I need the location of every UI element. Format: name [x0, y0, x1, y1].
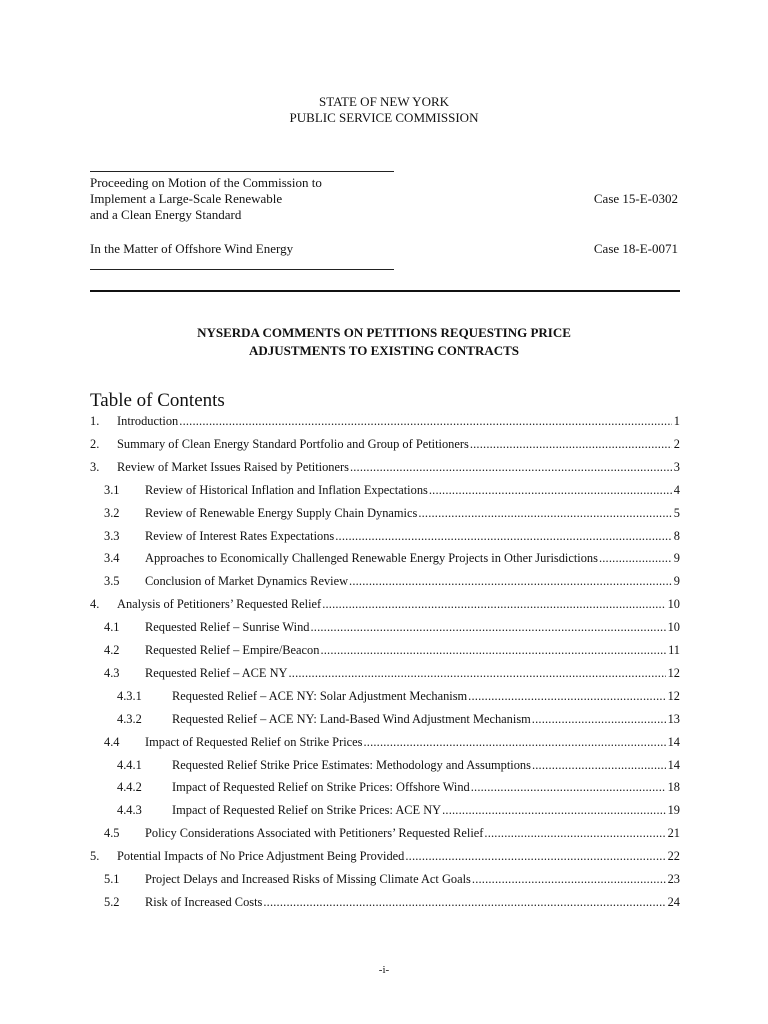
- header-commission: PUBLIC SERVICE COMMISSION: [289, 110, 479, 125]
- toc-entry-page: 10: [667, 620, 680, 635]
- toc-dot-leader: [405, 849, 665, 864]
- toc-dot-leader: [468, 689, 665, 704]
- page-number: -i-: [378, 964, 390, 976]
- toc-entry-page: 9: [673, 574, 680, 589]
- toc-entry-title: Potential Impacts of No Price Adjustment Being Provided: [117, 849, 405, 864]
- toc-entry[interactable]: [90, 529, 680, 547]
- toc-entry-number: 4.3.2: [117, 711, 142, 726]
- toc-entry-page: 18: [667, 780, 680, 795]
- header-state: STATE OF NEW YORK: [318, 94, 450, 109]
- caption-line-4: In the Matter of Offshore Wind Energy: [90, 241, 294, 256]
- toc-entry-page: 13: [667, 711, 680, 726]
- toc-dot-leader: [442, 803, 666, 818]
- toc-entry-title: Review of Interest Rates Expectations: [145, 528, 335, 543]
- toc-entry-number: 4.2: [104, 643, 120, 657]
- toc-entry-title: Requested Relief Strike Price Estimates: Methodology and Assumptions: [172, 757, 531, 772]
- toc-entry-page: 19: [667, 803, 680, 818]
- toc-entry-title: Requested Relief – Empire/Beacon: [145, 643, 320, 657]
- toc-entry[interactable]: [90, 414, 680, 432]
- toc-entry-number: 5.1: [104, 872, 120, 886]
- toc-entry-number: 1.: [90, 414, 100, 428]
- toc-entry[interactable]: [90, 574, 680, 592]
- toc-entry-number: 3.5: [104, 574, 120, 589]
- toc-entry-page: 24: [667, 894, 680, 909]
- toc-entry-number: 5.: [90, 849, 100, 864]
- case-number-2: Case 18-E-0071: [593, 241, 678, 256]
- toc-entry-title: Risk of Increased Costs: [145, 894, 263, 909]
- toc-entry-page: 21: [667, 826, 680, 841]
- toc-entry-number: 3.1: [104, 482, 120, 497]
- toc-entry-page: 8: [673, 528, 680, 543]
- toc-entry[interactable]: [90, 803, 680, 821]
- toc-dot-leader: [363, 735, 665, 750]
- toc-entry-number: 4.: [90, 597, 100, 612]
- toc-dot-leader: [471, 780, 666, 795]
- toc-entry[interactable]: [90, 826, 680, 844]
- toc-entry[interactable]: [90, 895, 680, 913]
- toc-entry-title: Analysis of Petitioners’ Requested Relief: [117, 597, 322, 612]
- toc-entry-title: Summary of Clean Energy Standard Portfolio and Group of Petitioners: [117, 436, 469, 451]
- toc-entry-title: Requested Relief – Sunrise Wind: [145, 620, 310, 635]
- toc-dot-leader: [532, 758, 666, 773]
- toc-entry-page: 12: [667, 688, 680, 703]
- toc-entry-number: 3.3: [104, 528, 120, 543]
- toc-entry-title: Requested Relief – ACE NY: Solar Adjustment Mechanism: [172, 688, 468, 703]
- toc-entry-number: 4.3: [104, 665, 120, 680]
- toc-entry-number: 4.1: [104, 620, 120, 635]
- toc-entry[interactable]: [90, 666, 680, 684]
- toc-entry-title: Approaches to Economically Challenged Renewable Energy Projects in Other Jurisdictions: [145, 551, 598, 566]
- toc-entry-title: Impact of Requested Relief on Strike Prices: Offshore Wind: [172, 780, 470, 795]
- toc-entry-page: 4: [673, 482, 680, 497]
- toc-entry-title: Requested Relief – ACE NY: Land-Based Wind Adjustment Mechanism: [172, 711, 531, 726]
- toc-entry-number: 4.3.1: [117, 688, 142, 703]
- toc-dot-leader: [472, 872, 666, 887]
- toc-entry[interactable]: [90, 620, 680, 638]
- toc-entry[interactable]: [90, 872, 680, 890]
- toc-dot-leader: [532, 712, 666, 727]
- toc-entry[interactable]: [90, 780, 680, 798]
- toc-entry-page: 3: [673, 459, 680, 474]
- toc-entry-title: Project Delays and Increased Risks of Missing Climate Act Goals: [145, 872, 471, 886]
- toc-entry-number: 4.4.3: [117, 803, 142, 818]
- toc-entry-number: 3.: [90, 459, 100, 474]
- toc-entry-number: 4.4.1: [117, 757, 142, 772]
- toc-entry-title: Policy Considerations Associated with Petitioners’ Requested Relief: [145, 826, 484, 841]
- toc-entry[interactable]: [90, 735, 680, 753]
- toc-entry-page: 11: [668, 643, 680, 657]
- toc-entry[interactable]: [90, 597, 680, 615]
- toc-entry-title: Review of Renewable Energy Supply Chain Dynamics: [145, 505, 418, 520]
- toc-entry[interactable]: [90, 460, 680, 478]
- toc-entry-title: Requested Relief – ACE NY: [145, 665, 288, 680]
- toc-entry[interactable]: [90, 643, 680, 661]
- toc-dot-leader: [418, 506, 671, 521]
- caption-line-1: Proceeding on Motion of the Commission to: [90, 175, 322, 190]
- toc-entry-page: 14: [667, 734, 680, 749]
- toc-entry-number: 4.4.2: [117, 780, 142, 795]
- toc-dot-leader: [179, 414, 672, 429]
- toc-dot-leader: [335, 529, 672, 544]
- toc-entry-title: Introduction: [117, 414, 179, 428]
- toc-entry[interactable]: [90, 689, 680, 707]
- toc-dot-leader: [599, 551, 672, 566]
- caption-rule-top: [90, 171, 394, 172]
- toc-dot-leader: [310, 620, 665, 635]
- toc-entry-title: Impact of Requested Relief on Strike Prices: ACE NY: [172, 803, 442, 818]
- toc-entry-number: 4.5: [104, 826, 120, 841]
- toc-entry-number: 5.2: [104, 894, 120, 909]
- toc-entry[interactable]: [90, 506, 680, 524]
- toc-entry-page: 14: [667, 757, 680, 772]
- toc-entry[interactable]: [90, 551, 680, 569]
- toc-dot-leader: [484, 826, 665, 841]
- separator-rule: [90, 290, 680, 292]
- toc-entry[interactable]: [90, 437, 680, 455]
- toc-entry-page: 23: [667, 872, 680, 886]
- toc-entry-number: 4.4: [104, 734, 120, 749]
- toc-entry-page: 12: [667, 665, 680, 680]
- caption-line-3: and a Clean Energy Standard: [90, 207, 242, 222]
- toc-dot-leader: [263, 895, 665, 910]
- document-title-line-1: NYSERDA COMMENTS ON PETITIONS REQUESTING PRICE: [197, 325, 571, 340]
- toc-dot-leader: [320, 643, 666, 658]
- toc-entry-title: Review of Market Issues Raised by Petitioners: [117, 459, 349, 474]
- document-title-line-2: ADJUSTMENTS TO EXISTING CONTRACTS: [248, 343, 520, 358]
- toc-entry-title: Conclusion of Market Dynamics Review: [145, 574, 349, 589]
- toc-entry-number: 2.: [90, 436, 100, 451]
- toc-heading: Table of Contents: [90, 390, 225, 411]
- toc-dot-leader: [322, 597, 665, 612]
- toc-entry-page: 9: [673, 551, 680, 566]
- toc-entry-number: 3.2: [104, 505, 120, 520]
- toc-entry-page: 5: [673, 505, 680, 520]
- toc-dot-leader: [470, 437, 672, 452]
- caption-line-2: Implement a Large-Scale Renewable: [90, 191, 283, 206]
- toc-entry-number: 3.4: [104, 551, 120, 566]
- toc-entry-page: 2: [673, 436, 680, 451]
- toc-entry[interactable]: [90, 849, 680, 867]
- toc-dot-leader: [349, 574, 672, 589]
- toc-entry-page: 1: [673, 414, 680, 428]
- toc-dot-leader: [350, 460, 672, 475]
- toc-entry-page: 22: [667, 849, 680, 864]
- toc-entry-page: 10: [667, 597, 680, 612]
- toc-entry[interactable]: [90, 483, 680, 501]
- toc-entry-title: Impact of Requested Relief on Strike Prices: [145, 734, 363, 749]
- case-number-1: Case 15-E-0302: [593, 191, 678, 206]
- toc-entry[interactable]: [90, 712, 680, 730]
- caption-rule-bottom: [90, 269, 394, 270]
- toc-dot-leader: [288, 666, 665, 681]
- toc-entry[interactable]: [90, 758, 680, 776]
- toc-dot-leader: [429, 483, 672, 498]
- toc-entry-title: Review of Historical Inflation and Inflation Expectations: [145, 482, 428, 497]
